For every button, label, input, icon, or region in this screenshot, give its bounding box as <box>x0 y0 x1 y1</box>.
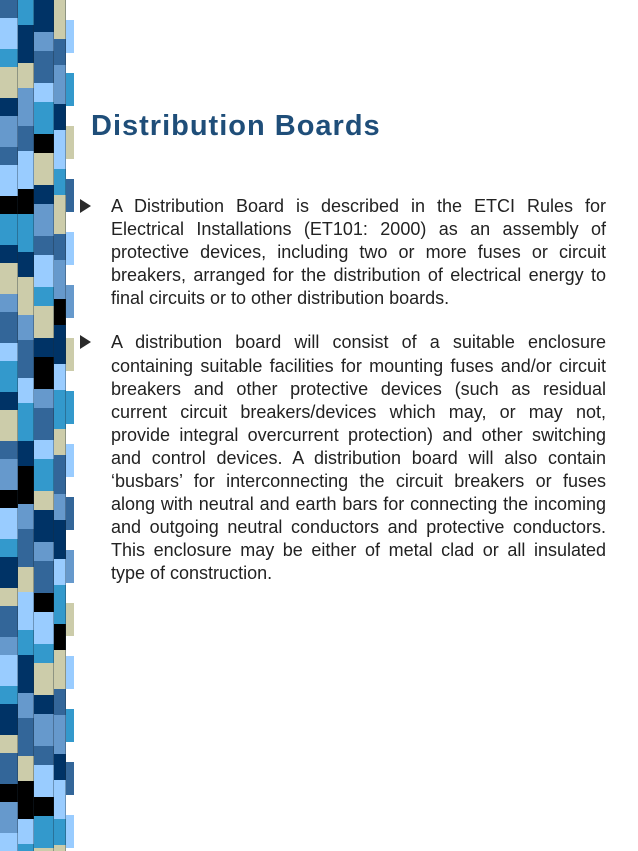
band-tile <box>34 695 54 714</box>
band-tile <box>18 189 34 214</box>
band-tile <box>18 441 34 466</box>
band-tile <box>0 833 18 851</box>
band-tile <box>18 844 34 851</box>
band-tile <box>0 753 18 784</box>
band-tile <box>54 715 66 754</box>
band-tile <box>66 73 74 106</box>
band-tile <box>54 169 66 195</box>
band-tile <box>18 630 34 655</box>
band-tile <box>34 102 54 134</box>
band-tile <box>66 762 74 795</box>
band-tile <box>66 106 74 126</box>
band-tile <box>0 196 18 214</box>
band-tile <box>34 0 54 32</box>
band-tile <box>54 585 66 624</box>
band-tile <box>66 709 74 742</box>
band-tile <box>18 378 34 403</box>
band-tile <box>0 392 18 410</box>
band-tile <box>18 151 34 189</box>
band-tile <box>0 116 18 147</box>
band-tile <box>18 718 34 756</box>
band-tile <box>0 459 18 490</box>
band-tile <box>66 477 74 497</box>
band-tile <box>18 126 34 151</box>
band-tile <box>54 0 66 39</box>
band-separator <box>33 0 34 851</box>
band-tile <box>66 212 74 232</box>
band-tile <box>18 693 34 718</box>
band-tile <box>54 65 66 104</box>
band-tile <box>18 655 34 693</box>
band-tile <box>66 318 74 338</box>
band-tile <box>66 338 74 371</box>
band-tile <box>66 550 74 583</box>
band-tile <box>66 232 74 265</box>
band-tile <box>0 410 18 441</box>
band-tile <box>0 312 18 343</box>
band-tile <box>66 0 74 20</box>
band-tile <box>0 343 18 361</box>
band-tile <box>18 403 34 441</box>
band-tile <box>34 765 54 797</box>
band-tile <box>18 252 34 277</box>
decorative-band-pattern <box>0 0 74 851</box>
band-tile <box>34 797 54 816</box>
band-tile <box>18 504 34 529</box>
band-tile <box>34 408 54 440</box>
band-tile <box>18 340 34 378</box>
band-tile <box>18 63 34 88</box>
band-tile <box>66 497 74 530</box>
band-tile <box>34 644 54 663</box>
band-separator <box>17 0 18 851</box>
band-tile <box>54 195 66 234</box>
band-tile <box>0 245 18 263</box>
band-tile <box>34 459 54 491</box>
band-tile <box>34 338 54 357</box>
triangle-bullet-icon <box>80 199 91 213</box>
band-tile <box>54 364 66 390</box>
band-tile <box>66 444 74 477</box>
band-tile <box>54 754 66 780</box>
slide-title: Distribution Boards <box>91 110 381 142</box>
band-tile <box>34 663 54 695</box>
band-tile <box>18 781 34 819</box>
band-tile <box>66 265 74 285</box>
band-tile <box>0 802 18 833</box>
band-tile <box>54 234 66 260</box>
band-tile <box>34 357 54 389</box>
band-tile <box>0 539 18 557</box>
band-tile <box>66 795 74 815</box>
band-tile <box>54 559 66 585</box>
band-tile <box>0 655 18 686</box>
band-tile <box>0 784 18 802</box>
band-tile <box>0 214 18 245</box>
band-tile <box>0 18 18 49</box>
band-tile <box>54 299 66 325</box>
band-separator <box>53 0 54 851</box>
band-tile <box>54 780 66 819</box>
band-tile <box>0 686 18 704</box>
band-tile <box>34 440 54 459</box>
band-tile <box>54 845 66 851</box>
band-tile <box>0 508 18 539</box>
band-tile <box>0 606 18 637</box>
band-tile <box>54 130 66 169</box>
band-tile <box>34 287 54 306</box>
band-tile <box>34 306 54 338</box>
band-tile <box>34 134 54 153</box>
band-tile <box>54 624 66 650</box>
band-tile <box>66 742 74 762</box>
band-tile <box>0 263 18 294</box>
band-tile <box>66 815 74 848</box>
band-tile <box>66 530 74 550</box>
band-tile <box>0 490 18 508</box>
band-tile <box>34 389 54 408</box>
bullet-list <box>78 195 606 607</box>
band-tile <box>18 819 34 844</box>
band-tile <box>34 204 54 236</box>
band-tile <box>66 179 74 212</box>
band-tile <box>18 567 34 592</box>
band-tile <box>0 704 18 735</box>
band-tile <box>54 104 66 130</box>
band-tile <box>66 159 74 179</box>
band-tile <box>18 214 34 252</box>
band-tile <box>34 816 54 848</box>
band-tile <box>54 39 66 65</box>
band-tile <box>54 429 66 455</box>
band-tile <box>66 371 74 391</box>
band-separator <box>65 0 66 851</box>
band-tile <box>54 325 66 364</box>
band-tile <box>34 32 54 51</box>
band-tile <box>18 756 34 781</box>
band-tile <box>54 390 66 429</box>
band-tile <box>66 126 74 159</box>
band-tile <box>34 561 54 593</box>
band-tile <box>18 277 34 315</box>
band-tile <box>54 689 66 715</box>
band-tile <box>34 542 54 561</box>
band-tile <box>66 391 74 424</box>
band-tile <box>54 260 66 299</box>
band-tile <box>34 593 54 612</box>
triangle-bullet-icon <box>80 335 91 349</box>
band-tile <box>34 185 54 204</box>
band-tile <box>34 491 54 510</box>
bullet-item <box>78 331 606 585</box>
band-tile <box>0 294 18 312</box>
band-tile <box>0 637 18 655</box>
band-tile <box>34 510 54 542</box>
band-tile <box>18 88 34 126</box>
band-tile <box>54 494 66 520</box>
band-tile <box>34 83 54 102</box>
bullet-item <box>78 195 606 310</box>
band-tile <box>66 603 74 636</box>
band-tile <box>34 714 54 746</box>
band-tile <box>34 236 54 255</box>
band-tile <box>18 315 34 340</box>
band-tile <box>0 147 18 165</box>
band-tile <box>34 255 54 287</box>
band-tile <box>18 592 34 630</box>
band-tile <box>54 455 66 494</box>
band-tile <box>54 520 66 559</box>
band-tile <box>66 20 74 53</box>
band-tile <box>0 588 18 606</box>
band-tile <box>34 153 54 185</box>
decorative-left-band <box>0 0 74 851</box>
band-tile <box>34 51 54 83</box>
band-tile <box>0 49 18 67</box>
band-tile <box>54 650 66 689</box>
band-tile <box>0 557 18 588</box>
band-tile <box>0 67 18 98</box>
band-tile <box>54 819 66 845</box>
band-tile <box>66 689 74 709</box>
band-tile <box>0 361 18 392</box>
band-tile <box>66 636 74 656</box>
band-tile <box>66 53 74 73</box>
band-tile <box>66 656 74 689</box>
bullet-text: A distribution board will consist of a suitable enclosure containing suitable facilities for mounting fuses and/or circuit breakers and other protective devices (such as residual current circuit breakers/devices which may, or may not, provide integral overcurrent protection) and other switching and control devices. A distribution board will also contain ‘busbars’ for interconnecting the circuit breakers or fuses along with neutral and earth bars for connecting the incoming and outgoing neutral conductors and protective conductors. This enclosure may be either of metal clad or all insulated type of construction. <box>111 332 606 584</box>
band-tile <box>34 746 54 765</box>
band-tile <box>18 466 34 504</box>
band-tile <box>18 0 34 25</box>
bullet-text: A Distribution Board is described in the ETCI Rules for Electrical Installations (ET101: 2000) as an assembly of protective devices, including two or more fuses or circuit breakers, arranged for the distribution of electrical energy to final circuits or to other distribution boards. <box>111 196 606 309</box>
band-tile <box>66 285 74 318</box>
band-tile <box>0 441 18 459</box>
band-tile <box>0 165 18 196</box>
band-tile <box>0 98 18 116</box>
band-tile <box>66 583 74 603</box>
band-tile <box>18 529 34 567</box>
band-tile <box>66 424 74 444</box>
band-tile <box>0 735 18 753</box>
band-tile <box>18 25 34 63</box>
band-tile <box>0 0 18 18</box>
band-tile <box>34 612 54 644</box>
